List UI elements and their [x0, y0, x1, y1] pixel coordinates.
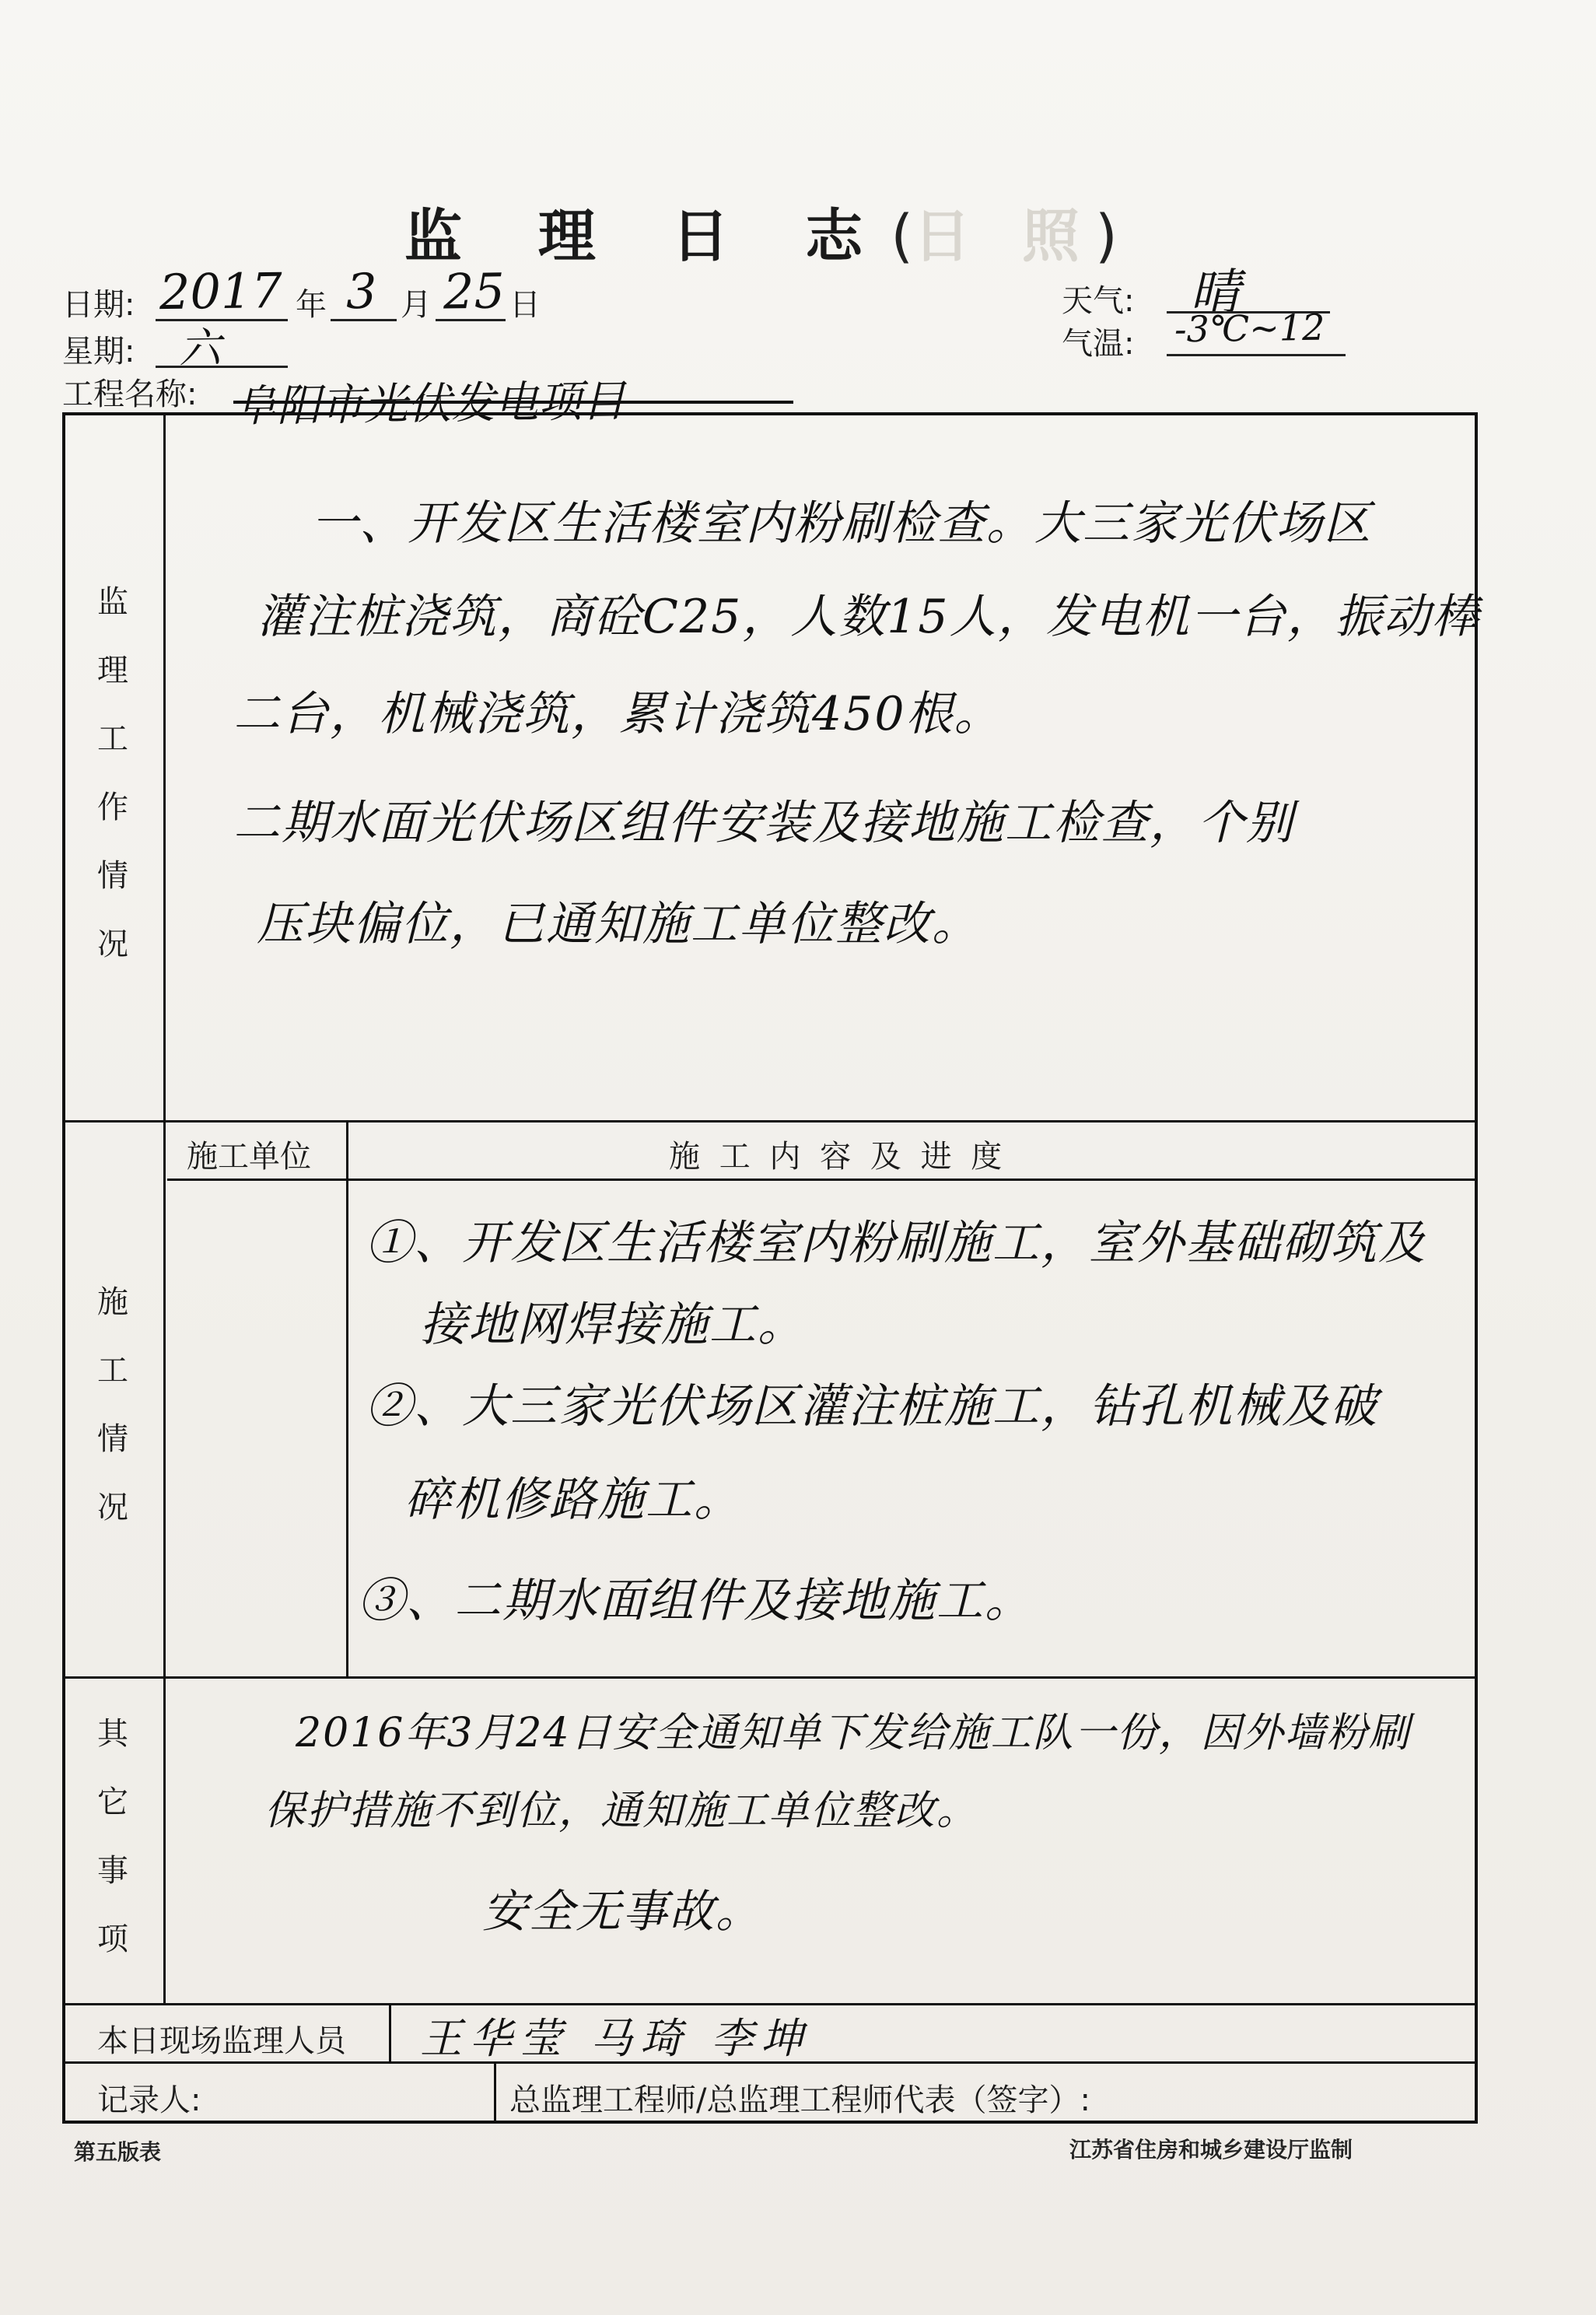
construction-line: 接地网焊接施工。	[420, 1298, 806, 1352]
construction-line: ③、二期水面组件及接地施工。	[358, 1574, 1033, 1628]
construction-line: ②、大三家光伏场区灌注桩施工，钻孔机械及破	[366, 1379, 1378, 1434]
other-label-char: 事	[97, 1853, 128, 1889]
weekday-value: 六	[178, 323, 222, 373]
page-title	[404, 191, 1151, 273]
other-label-char: 项	[97, 1921, 128, 1957]
recorder-label: 记录人:	[97, 2082, 201, 2118]
supervision-label-char: 况	[97, 926, 128, 962]
date-label: 日期:	[62, 287, 135, 323]
supervision-line: 压块偏位，已通知施工单位整改。	[257, 897, 980, 951]
supervision-line: 二台，机械浇筑，累计浇筑450根。	[233, 687, 1003, 741]
title-paren-open: (	[891, 203, 914, 270]
year-underline	[156, 319, 288, 321]
weather-label: 天气:	[1062, 283, 1135, 319]
day-label: 日	[509, 287, 541, 323]
supervision-label-char: 监	[97, 584, 128, 620]
project-name: 阜阳市光伏发电项目	[233, 376, 626, 433]
date-month: 3	[345, 262, 377, 320]
supervision-line: 二期水面光伏场区组件安装及接地施工检查，个别	[233, 796, 1294, 850]
rule-construction-header	[167, 1179, 1478, 1181]
rule-unit-column	[346, 1120, 348, 1676]
title-paren-close: )	[1094, 203, 1118, 270]
other-label-char: 其	[97, 1716, 128, 1752]
footer-issuer: 江苏省住房和城乡建设厅监制	[1069, 2137, 1353, 2163]
construction-label-char: 情	[97, 1421, 128, 1457]
chief-engineer-label: 总监理工程师/总监理工程师代表（签字）:	[509, 2082, 1090, 2118]
staff-label: 本日现场监理人员	[97, 2023, 346, 2059]
temp-underline	[1167, 354, 1346, 356]
content-header: 施 工 内 容 及 进 度	[669, 1139, 1007, 1175]
other-line: 保护措施不到位，通知施工单位整改。	[264, 1788, 979, 1834]
supervision-label-char: 工	[97, 721, 128, 757]
supervision-label-char: 作	[97, 790, 128, 825]
construction-label-char: 况	[97, 1490, 128, 1525]
footer-version: 第五版表	[74, 2139, 162, 2165]
supervision-line: 一、开发区生活楼室内粉刷检查。大三家光伏场区	[311, 496, 1372, 551]
supervision-label-char: 理	[97, 653, 128, 688]
other-line: 安全无事故。	[482, 1885, 763, 1938]
year-label: 年	[296, 287, 327, 323]
title-main: 监 理 日 志	[404, 203, 891, 270]
other-label	[89, 1700, 136, 1974]
title-paren-text: 日 照	[913, 203, 1095, 270]
construction-label	[89, 1268, 136, 1542]
construction-label-char: 施	[97, 1284, 128, 1320]
temp-value: -3℃~12	[1174, 306, 1325, 351]
construction-line: ①、开发区生活楼室内粉刷施工，室外基础砌筑及	[366, 1216, 1426, 1270]
construction-label-char: 工	[97, 1353, 128, 1389]
rule-recorder-divider	[494, 2061, 496, 2124]
rule-label-column	[163, 412, 166, 2003]
rule-other-top	[62, 1676, 1478, 1679]
other-label-char: 它	[97, 1784, 128, 1820]
month-label: 月	[401, 287, 432, 323]
project-strike	[233, 401, 793, 404]
temp-label: 气温:	[1062, 326, 1135, 362]
date-year: 2017	[159, 261, 283, 321]
unit-header: 施工单位	[187, 1139, 311, 1175]
supervision-line: 灌注桩浇筑，商砼C25，人数15人，发电机一台，振动棒	[257, 590, 1480, 644]
rule-construction-top	[62, 1120, 1478, 1122]
day-underline	[436, 319, 506, 321]
supervision-label-char: 情	[97, 858, 128, 894]
weekday-underline	[156, 366, 288, 368]
construction-line: 碎机修路施工。	[404, 1473, 742, 1527]
staff-signatures: 王华莹 马琦 李坤	[420, 2014, 811, 2063]
rule-staff-divider	[389, 2003, 391, 2061]
supervision-label	[89, 568, 136, 979]
month-underline	[331, 319, 397, 321]
other-line: 2016年3月24日安全通知单下发给施工队一份，因外墙粉刷	[296, 1710, 1411, 1756]
date-day: 25	[443, 262, 506, 320]
weekday-label: 星期:	[62, 334, 135, 369]
project-label: 工程名称:	[62, 376, 198, 412]
weather-value: 晴	[1189, 264, 1241, 323]
